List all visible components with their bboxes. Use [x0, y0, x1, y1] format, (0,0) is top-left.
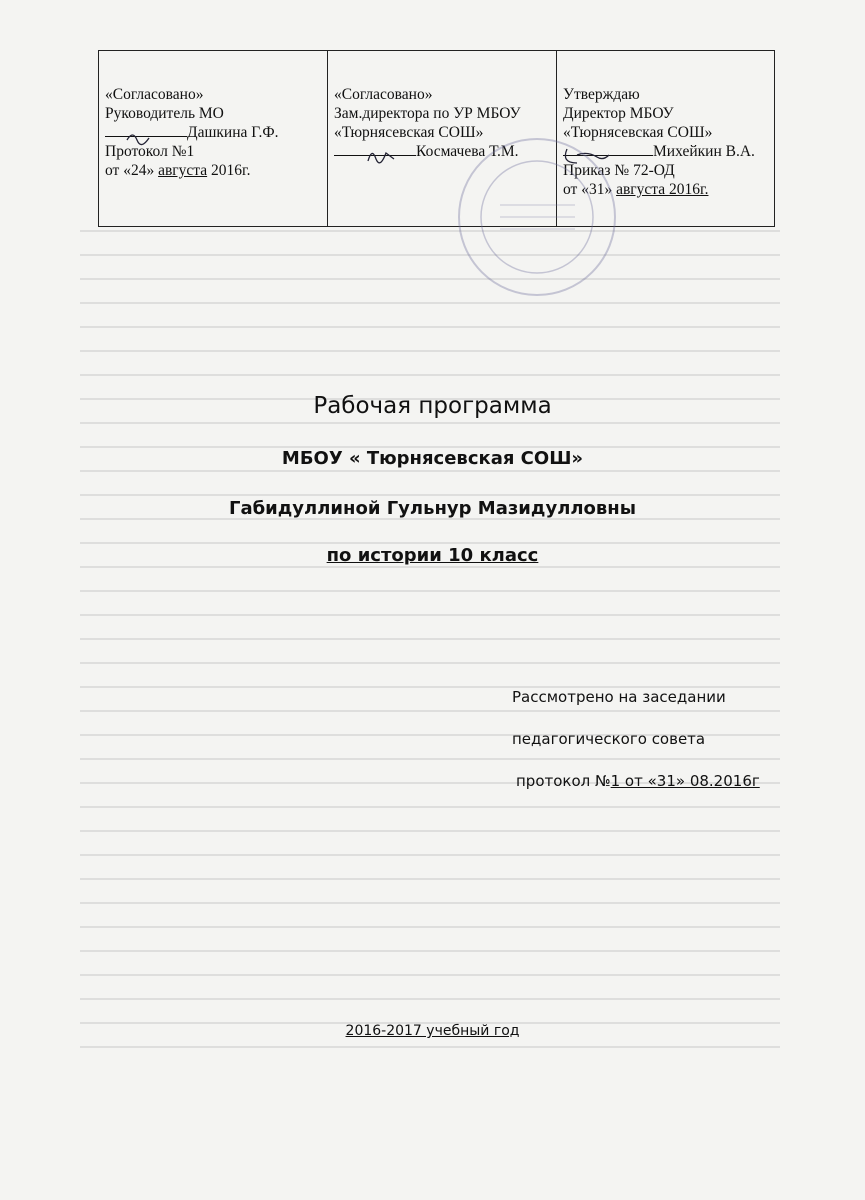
school-name: МБОУ « Тюрнясевская СОШ» — [281, 448, 584, 469]
approval-cell-director: Утверждаю Директор МБОУ «Тюрнясевская СОШ» Михейкин В.А. Приказ № 72-ОД от «31» августа 2016г. — [557, 51, 775, 227]
signature-line: Дашкина Г.Ф. — [105, 123, 321, 142]
author-name: Габидуллиной Гульнур Мазидулловны — [228, 498, 637, 519]
review-line-3: протокол №1 от «31» 08.2016г — [516, 772, 760, 790]
signature-icon — [334, 155, 416, 156]
subject-line: по истории 10 класс — [326, 545, 539, 566]
review-line-1: Рассмотрено на заседании — [512, 688, 726, 706]
approval-cell-mo: «Согласовано» Руководитель МО Дашкина Г.Ф. Протокол №1 от «24» августа 2016г. — [99, 51, 328, 227]
review-line-2: педагогического совета — [512, 730, 706, 748]
bleed-through-shadow — [80, 230, 780, 1110]
approval-cell-deputy: «Согласовано» Зам.директора по УР МБОУ «Тюрнясевская СОШ» Космачева Т.М. — [328, 51, 557, 227]
document-title: Рабочая программа — [313, 393, 552, 419]
academic-year: 2016-2017 учебный год — [345, 1023, 520, 1039]
signature-icon — [105, 136, 187, 137]
signature-line: Михейкин В.А. — [563, 142, 768, 161]
signature-line: Космачева Т.М. — [334, 142, 550, 161]
school-seal-icon — [455, 135, 620, 300]
approval-table — [98, 50, 775, 227]
